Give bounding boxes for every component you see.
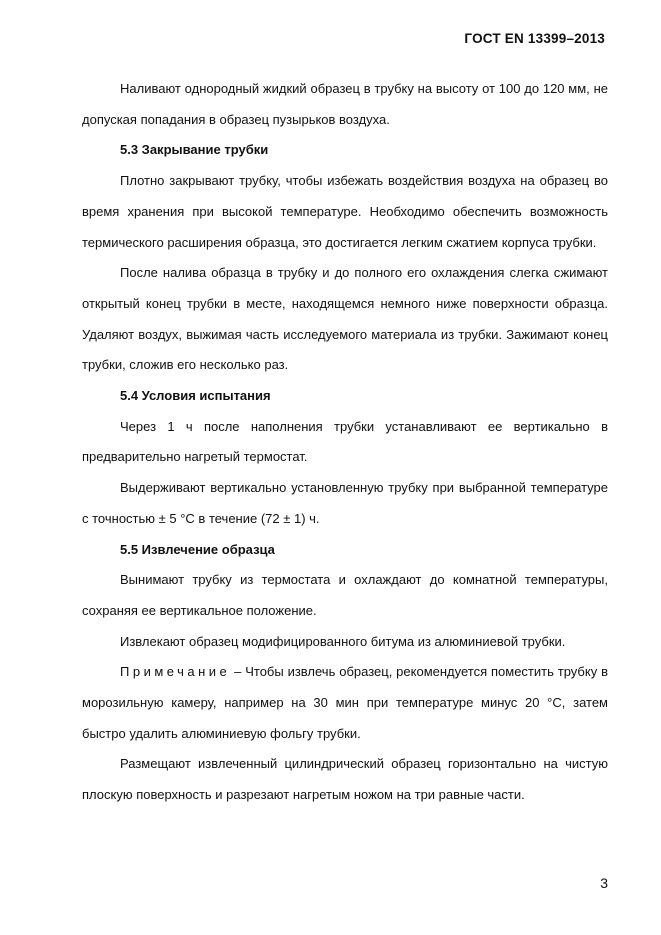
document-header: ГОСТ EN 13399–2013 — [464, 31, 605, 46]
paragraph: Наливают однородный жидкий образец в трубку на высоту от 100 до 120 мм, не допуская попадания в образец пузырьков воздуха. — [82, 81, 608, 127]
section-heading-5-5: 5.5 Извлечение образца — [120, 541, 275, 557]
note-label: Примечание — [120, 664, 231, 680]
note — [82, 657, 608, 749]
section-heading-5-3: 5.3 Закрывание трубки — [120, 142, 269, 158]
paragraph: Извлекают образец модифицированного битума из алюминиевой трубки. — [120, 633, 566, 649]
paragraph: Через 1 ч после наполнения трубки устанавливают ее вертикально в предварительно нагретый термостат. — [82, 418, 608, 465]
paragraph: Плотно закрывают трубку, чтобы избежать воздействия воздуха на образец во время хранения при высокой температуре. Необходимо обеспечить возможность термического расширения образца, это достигается легким сжатием корпуса трубки. — [82, 173, 608, 250]
page-content — [82, 74, 608, 811]
page-number: 3 — [600, 875, 608, 891]
paragraph: Вынимают трубку из термостата и охлаждают до комнатной температуры, сохраняя ее вертикальное положение. — [82, 572, 608, 618]
section-heading-5-4: 5.4 Условия испытания — [120, 388, 271, 404]
paragraph: После налива образца в трубку и до полного его охлаждения слегка сжимают открытый конец трубки в месте, находящемся немного ниже поверхности образца. Удаляют воздух, выжимая часть исследуемого материала из трубки. Зажимают конец трубки, сложив его несколько раз. — [82, 265, 608, 373]
note-text: – Чтобы извлечь образец, рекомендуется поместить трубку в морозильную камеру, например на 30 мин при температуре минус 20 °С, затем быстро удалить алюминиевую фольгу трубки. — [82, 664, 608, 741]
paragraph: Выдерживают вертикально установленную трубку при выбранной температуре с точностью ± 5 °С в течение (72 ± 1) ч. — [82, 480, 608, 526]
paragraph: Размещают извлеченный цилиндрический образец горизонтально на чистую плоскую поверхность и разрезают нагретым ножом на три равные части. — [82, 756, 608, 803]
